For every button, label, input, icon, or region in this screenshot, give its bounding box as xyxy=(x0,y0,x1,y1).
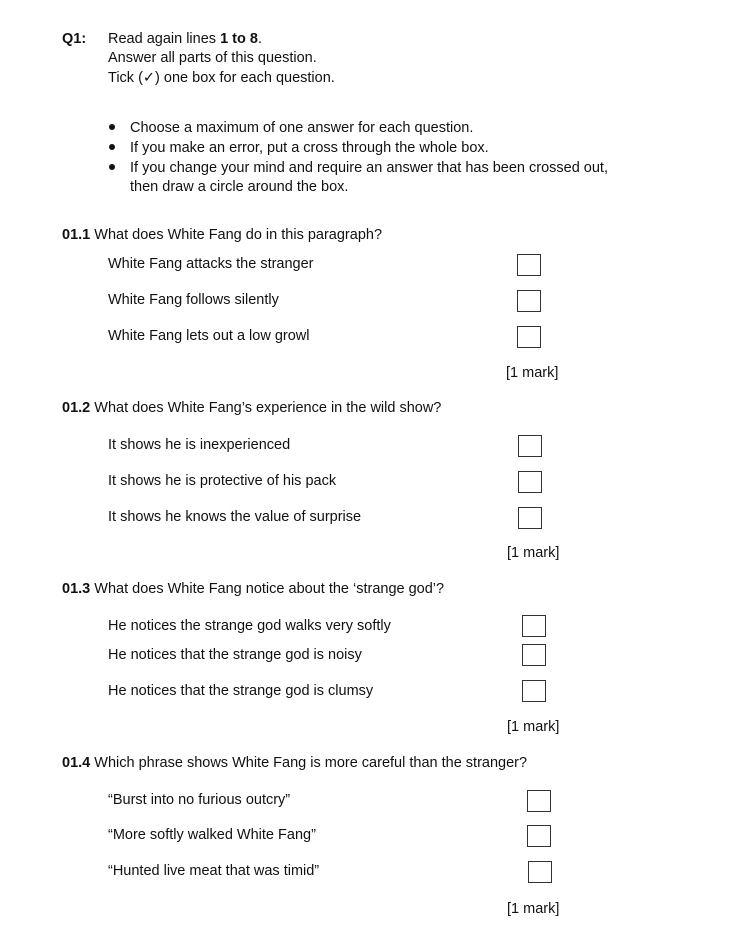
question-heading: 01.1 What does White Fang do in this paragraph? xyxy=(62,227,383,243)
mark-label: [1 mark] xyxy=(507,545,560,561)
answer-checkbox[interactable] xyxy=(527,790,551,812)
answer-option: White Fang follows silently xyxy=(108,292,279,308)
answer-checkbox[interactable] xyxy=(517,326,541,348)
answer-checkbox[interactable] xyxy=(522,644,546,666)
answer-checkbox[interactable] xyxy=(518,471,542,493)
answer-option: He notices that the strange god is clumsy xyxy=(108,683,374,699)
question-heading: 01.4 Which phrase shows White Fang is more careful than the stranger? xyxy=(62,755,528,771)
instruction-item-continued: then draw a circle around the box. xyxy=(130,179,349,195)
intro-line-2: Answer all parts of this question. xyxy=(108,50,317,66)
answer-checkbox[interactable] xyxy=(518,435,542,457)
answer-option: It shows he knows the value of surprise xyxy=(108,509,362,525)
instruction-item: If you make an error, put a cross through the whole box. xyxy=(130,140,489,156)
answer-option: “Burst into no furious outcry” xyxy=(108,792,291,808)
bullet-icon xyxy=(109,144,115,150)
answer-checkbox[interactable] xyxy=(517,254,541,276)
answer-option: “More softly walked White Fang” xyxy=(108,827,316,843)
answer-option: He notices that the strange god is noisy xyxy=(108,647,362,663)
answer-checkbox[interactable] xyxy=(518,507,542,529)
question-heading: 01.3 What does White Fang notice about the ‘strange god’? xyxy=(62,581,445,597)
intro-line-3: Tick (✓) one box for each question. xyxy=(108,70,335,86)
answer-option: “Hunted live meat that was timid” xyxy=(108,863,320,879)
instruction-item: Choose a maximum of one answer for each question. xyxy=(130,120,474,136)
mark-label: [1 mark] xyxy=(506,365,559,381)
answer-option: White Fang attacks the stranger xyxy=(108,256,314,272)
answer-checkbox[interactable] xyxy=(528,861,552,883)
bullet-icon xyxy=(109,124,115,130)
answer-option: It shows he is protective of his pack xyxy=(108,473,337,489)
intro-line-1: Read again lines 1 to 8. xyxy=(108,31,262,47)
answer-option: It shows he is inexperienced xyxy=(108,437,291,453)
answer-option: White Fang lets out a low growl xyxy=(108,328,310,344)
answer-option: He notices the strange god walks very softly xyxy=(108,618,391,634)
mark-label: [1 mark] xyxy=(507,719,560,735)
question-heading: 01.2 What does White Fang’s experience in the wild show? xyxy=(62,400,442,416)
answer-checkbox[interactable] xyxy=(522,615,546,637)
mark-label: [1 mark] xyxy=(507,901,560,917)
answer-checkbox[interactable] xyxy=(517,290,541,312)
question-label: Q1: xyxy=(62,31,87,47)
answer-checkbox[interactable] xyxy=(522,680,546,702)
bullet-icon xyxy=(109,164,115,170)
answer-checkbox[interactable] xyxy=(527,825,551,847)
instruction-item: If you change your mind and require an answer that has been crossed out, xyxy=(130,160,608,176)
